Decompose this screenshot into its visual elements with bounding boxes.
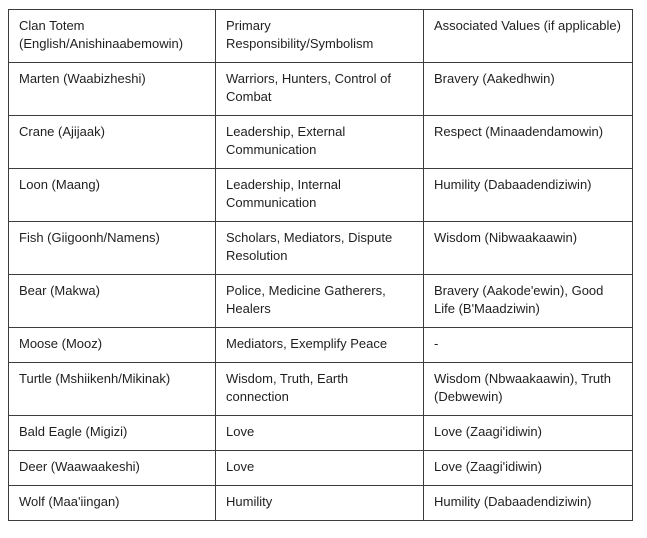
values-cell: Humility (Dabaadendiziwin) <box>424 486 633 521</box>
clan-totem-cell: Fish (Giigoonh/Namens) <box>9 222 216 275</box>
responsibility-cell: Leadership, Internal Communication <box>216 169 424 222</box>
clan-table-container <box>8 9 632 521</box>
clan-totem-cell: Crane (Ajijaak) <box>9 116 216 169</box>
clan-totem-cell: Turtle (Mshiikenh/Mikinak) <box>9 363 216 416</box>
clan-totem-cell: Loon (Maang) <box>9 169 216 222</box>
responsibility-cell: Leadership, External Communication <box>216 116 424 169</box>
clan-totem-cell: Marten (Waabizheshi) <box>9 63 216 116</box>
table-row <box>9 275 633 328</box>
clan-totem-cell: Wolf (Maa'iingan) <box>9 486 216 521</box>
values-cell: Respect (Minaadendamowin) <box>424 116 633 169</box>
values-cell: Wisdom (Nbwaakaawin), Truth (Debwewin) <box>424 363 633 416</box>
clan-totem-table <box>8 9 633 521</box>
table-row <box>9 222 633 275</box>
table-row <box>9 451 633 486</box>
table-row <box>9 416 633 451</box>
clan-totem-cell: Moose (Mooz) <box>9 328 216 363</box>
responsibility-cell: Police, Medicine Gatherers, Healers <box>216 275 424 328</box>
table-row <box>9 63 633 116</box>
header-primary-responsibility: Primary Responsibility/Symbolism <box>216 10 424 63</box>
clan-totem-cell: Bear (Makwa) <box>9 275 216 328</box>
header-associated-values: Associated Values (if applicable) <box>424 10 633 63</box>
responsibility-cell: Wisdom, Truth, Earth connection <box>216 363 424 416</box>
values-cell: - <box>424 328 633 363</box>
responsibility-cell: Mediators, Exemplify Peace <box>216 328 424 363</box>
responsibility-cell: Humility <box>216 486 424 521</box>
table-row <box>9 116 633 169</box>
clan-totem-cell: Bald Eagle (Migizi) <box>9 416 216 451</box>
values-cell: Wisdom (Nibwaakaawin) <box>424 222 633 275</box>
clan-totem-cell: Deer (Waawaakeshi) <box>9 451 216 486</box>
values-cell: Humility (Dabaadendiziwin) <box>424 169 633 222</box>
responsibility-cell: Scholars, Mediators, Dispute Resolution <box>216 222 424 275</box>
table-header-row <box>9 10 633 63</box>
table-row <box>9 486 633 521</box>
values-cell: Bravery (Aakedhwin) <box>424 63 633 116</box>
responsibility-cell: Warriors, Hunters, Control of Combat <box>216 63 424 116</box>
values-cell: Love (Zaagi'idiwin) <box>424 416 633 451</box>
table-row <box>9 169 633 222</box>
header-clan-totem: Clan Totem (English/Anishinaabemowin) <box>9 10 216 63</box>
responsibility-cell: Love <box>216 416 424 451</box>
table-row <box>9 328 633 363</box>
table-row <box>9 363 633 416</box>
responsibility-cell: Love <box>216 451 424 486</box>
values-cell: Love (Zaagi'idiwin) <box>424 451 633 486</box>
values-cell: Bravery (Aakode'ewin), Good Life (B'Maadziwin) <box>424 275 633 328</box>
